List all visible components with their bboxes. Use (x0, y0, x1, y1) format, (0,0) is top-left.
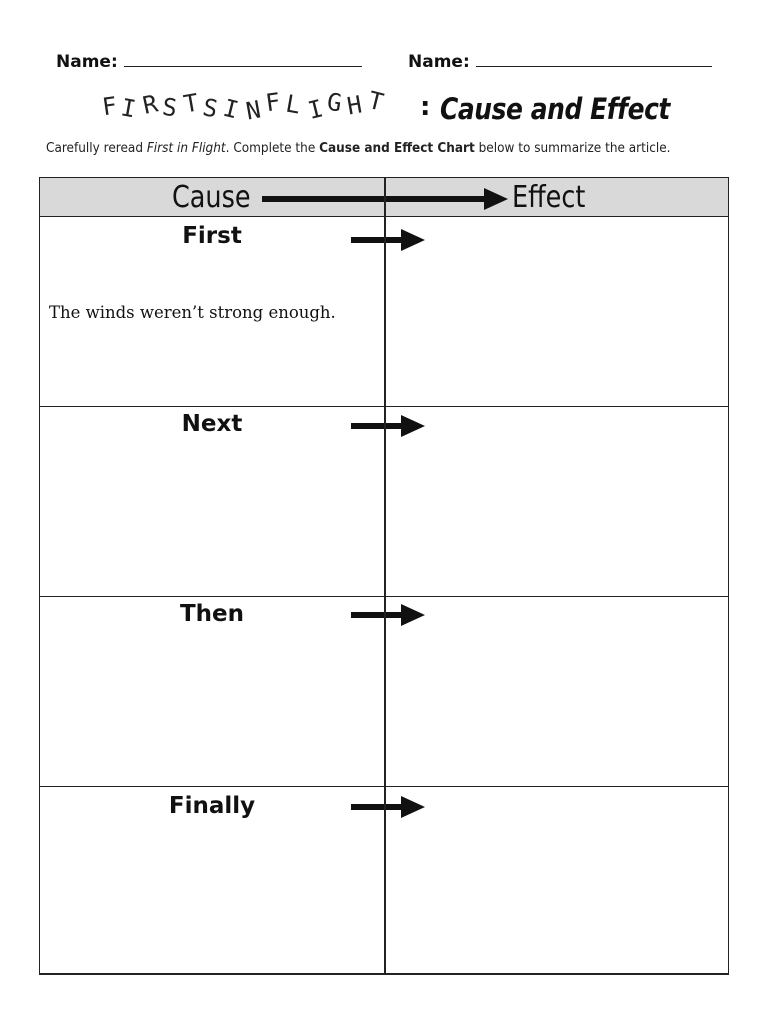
effect-header: Effect (512, 180, 586, 215)
instructions (46, 141, 697, 156)
arrow-right-icon (262, 188, 510, 210)
title-letter: F (100, 90, 125, 122)
title-letter: S (200, 93, 227, 125)
title-letter: H (345, 89, 371, 121)
instructions-text: . Complete the (225, 141, 320, 156)
column-divider (384, 178, 386, 974)
cause-header: Cause (172, 180, 251, 215)
name-field-2[interactable] (408, 52, 712, 72)
title-letter: I (119, 93, 145, 125)
title-letter: L (283, 89, 309, 121)
cause-effect-chart (39, 177, 729, 975)
title-letter: R (140, 88, 167, 120)
page-title (0, 86, 768, 132)
title-letter: I (304, 92, 332, 125)
name-blank-line-2[interactable] (476, 52, 712, 67)
title-letter: F (263, 86, 288, 118)
arrow-right-icon (351, 229, 427, 251)
name-label-1: Name: (56, 52, 118, 72)
title-decorative-text (100, 86, 392, 126)
row-label: Then (179, 601, 245, 627)
arrow-right-icon (351, 604, 427, 626)
instructions-text: below to summarize the article. (474, 141, 671, 156)
title-letter: S (160, 92, 186, 124)
name-blank-line-1[interactable] (124, 52, 362, 67)
title-main-text: Cause and Effect (440, 92, 670, 126)
title-letter: I (220, 93, 247, 126)
arrow-right-icon (351, 415, 427, 437)
row-label: Finally (168, 793, 256, 819)
title-letter: T (181, 87, 207, 119)
name-field-1[interactable] (56, 52, 362, 72)
title-colon: : (420, 92, 431, 122)
name-label-2: Name: (408, 52, 470, 72)
title-letter: G (325, 87, 350, 119)
row-label: Next (181, 411, 243, 437)
name-fields (0, 52, 768, 76)
instructions-text: Carefully reread (46, 141, 147, 156)
title-letter: T (365, 86, 392, 119)
cause-text[interactable]: The winds weren’t strong enough. (49, 303, 336, 323)
title-letter: N (243, 94, 269, 126)
article-title: First in Flight (146, 141, 226, 156)
arrow-right-icon (351, 796, 427, 818)
row-label: First (182, 223, 242, 249)
chart-name: Cause and Effect Chart (319, 141, 475, 156)
